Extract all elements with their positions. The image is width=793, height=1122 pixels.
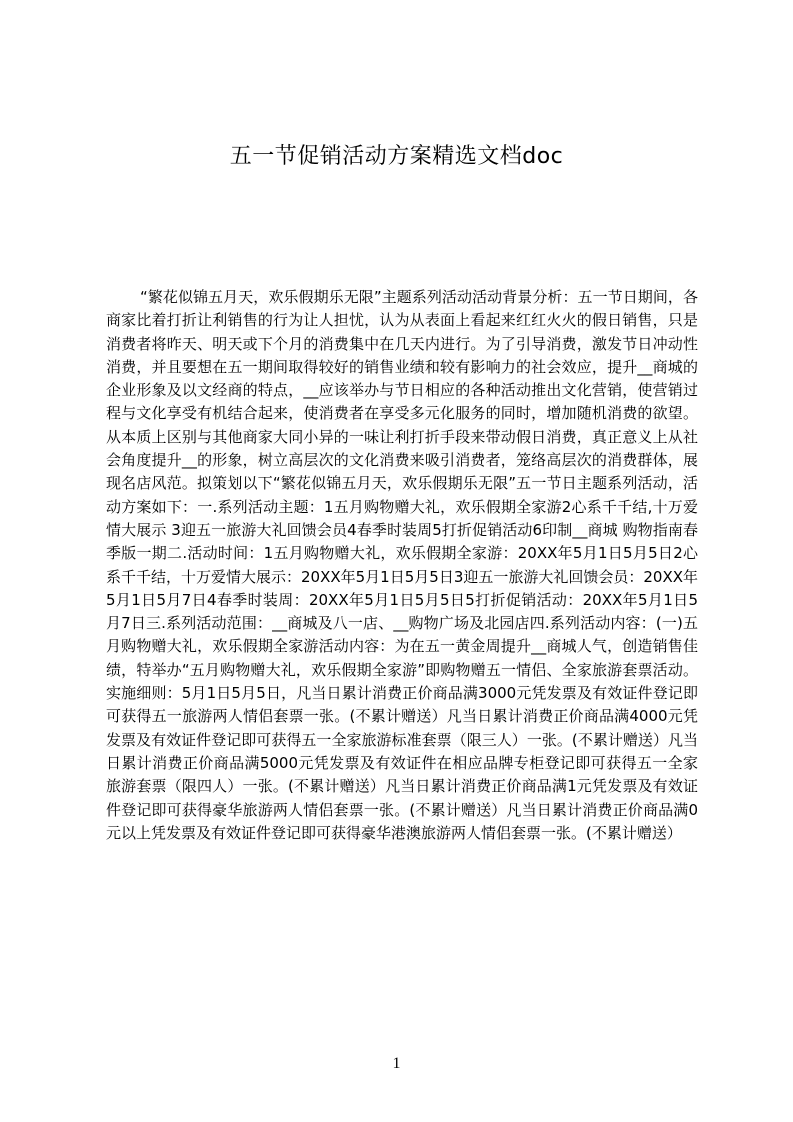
document-title: 五一节促销活动方案精选文档doc bbox=[229, 144, 564, 169]
document-body-paragraph: “繁花似锦五月天，欢乐假期乐无限”主题系列活动活动背景分析：五一节日期间，各商家比着打折让利销售的行为让人担忧，认为从表面上看起来红红火火的假日销售，只是消费者将昨天、明天或下个月的消费集中在几天内进行。为了引导消费，激发节日冲动性消费，并且要想在五一期间取得较好的销售业绩和较有影响力的社会效应，提升__商城的企业形象及以文经商的特点，__应该举办与节日相应的各种活动推出文化营销，使营销过程与文化享受有机结合起来，使消费者在享受多元化服务的同时，增加随机消费的欲望。从本质上区别与其他商家大同小异的一味让利打折手段来带动假日消费，真正意义上从社会角度提升__的形象，树立高层次的文化消费来吸引消费者，笼络高层次的消费群体，展现名店风范。拟策划以下“繁花似锦五月天，欢乐假期乐无限”五一节日主题系列活动，活动方案如下：一.系列活动主题：1五月购物赠大礼，欢乐假期全家游2心系千千结,十万爱情大展示 3迎五一旅游大礼回馈会员4春季时装周5打折促销活动6印制__商城 购物指南春季版一期二.活动时间：1五月购物赠大礼，欢乐假期全家游：20XX年5月1日5月5日2心系千千结，十万爱情大展示：20XX年5月1日5月5日3迎五一旅游大礼回馈会员：20XX年5月1日5月7日4春季时装周：20XX年5月1日5月5日5打折促销活动：20XX年5月1日5月7日三.系列活动范围：__商城及八一店、__购物广场及北园店四.系列活动内容：(一)五月购物赠大礼，欢乐假期全家游活动内容：为在五一黄金周提升__商城人气，创造销售佳绩，特举办“五月购物赠大礼，欢乐假期全家游”即购物赠五一情侣、全家旅游套票活动。实施细则：5月1日5月5日，凡当日累计消费正价商品满3000元凭发票及有效证件登记即可获得五一旅游两人情侣套票一张。(不累计赠送）凡当日累计消费正价商品满4000元凭发票及有效证件登记即可获得五一全家旅游标准套票（限三人）一张。(不累计赠送）凡当日累计消费正价商品满5000元凭发票及有效证件在相应品牌专柜登记即可获得五一全家旅游套票（限四人）一张。(不累计赠送）凡当日累计消费正价商品满1元凭发票及有效证件登记即可获得豪华旅游两人情侣套票一张。(不累计赠送）凡当日累计消费正价商品满0元以上凭发票及有效证件登记即可获得豪华港澳旅游两人情侣套票一张。(不累计赠送） bbox=[106, 288, 698, 842]
page-number: 1 bbox=[392, 1055, 401, 1072]
